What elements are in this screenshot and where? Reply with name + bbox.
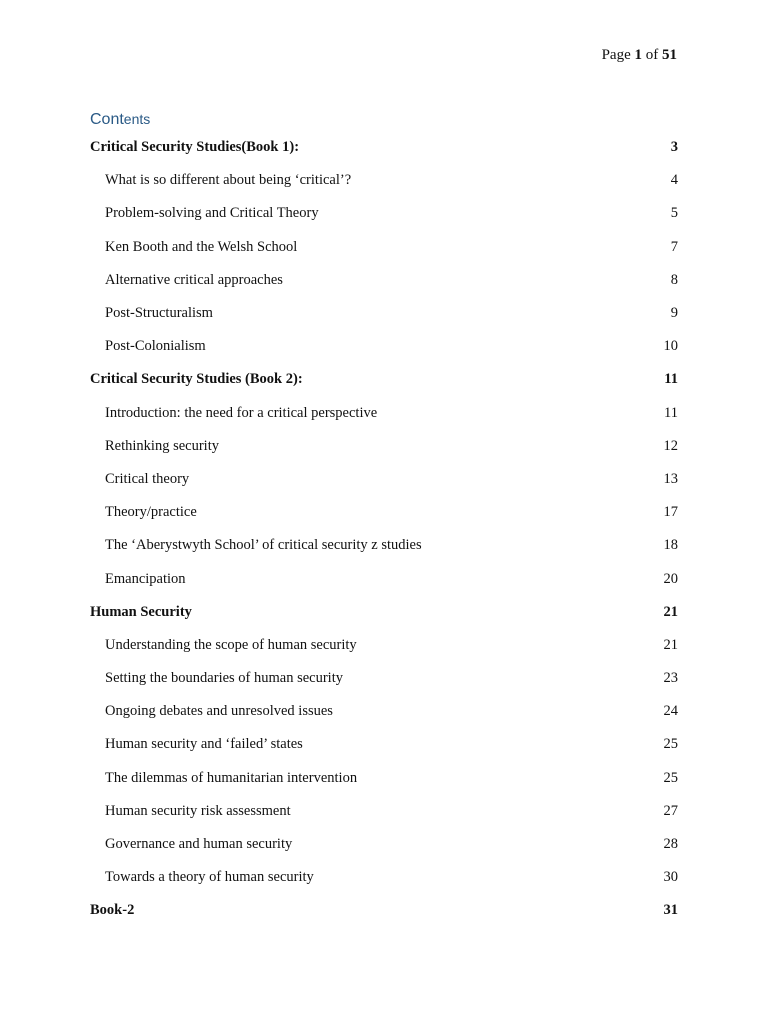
toc-entry-title: The ‘Aberystwyth School’ of critical security z studies bbox=[105, 537, 422, 554]
current-page-number: 1 bbox=[634, 47, 642, 63]
toc-entry-page-number: 11 bbox=[664, 404, 678, 421]
toc-subsection-entry[interactable] bbox=[90, 861, 678, 894]
toc-entry-title: Book-2 bbox=[90, 902, 135, 919]
toc-entry-title: What is so different about being ‘critical’? bbox=[105, 172, 352, 189]
toc-entry-page-number: 20 bbox=[663, 570, 678, 587]
toc-entry-page-number: 21 bbox=[663, 603, 678, 620]
toc-subsection-entry[interactable] bbox=[90, 330, 678, 363]
toc-entry-title: Alternative critical approaches bbox=[105, 271, 283, 288]
table-of-contents bbox=[90, 131, 678, 928]
page-of-label: of bbox=[645, 47, 659, 63]
toc-entry-title: Human Security bbox=[90, 603, 192, 620]
toc-subsection-entry[interactable] bbox=[90, 397, 678, 430]
toc-entry-title: Governance and human security bbox=[105, 836, 293, 853]
toc-entry-title: Critical Security Studies (Book 2): bbox=[90, 371, 303, 388]
toc-entry-title: Human security risk assessment bbox=[105, 802, 291, 819]
toc-entry-page-number: 24 bbox=[663, 703, 678, 720]
toc-section-entry[interactable] bbox=[90, 894, 678, 927]
toc-entry-page-number: 7 bbox=[670, 238, 678, 255]
toc-entry-title: Post-Colonialism bbox=[105, 338, 206, 355]
toc-subsection-entry[interactable] bbox=[90, 264, 678, 297]
toc-subsection-entry[interactable] bbox=[90, 662, 678, 695]
toc-entry-page-number: 9 bbox=[670, 305, 678, 322]
toc-entry-title: Theory/practice bbox=[105, 504, 197, 521]
toc-subsection-entry[interactable] bbox=[90, 430, 678, 463]
toc-subsection-entry[interactable] bbox=[90, 197, 678, 230]
toc-subsection-entry[interactable] bbox=[90, 828, 678, 861]
toc-entry-page-number: 11 bbox=[664, 371, 678, 388]
toc-entry-title: Understanding the scope of human security bbox=[105, 636, 357, 653]
toc-entry-page-number: 31 bbox=[663, 902, 678, 919]
toc-entry-title: Ken Booth and the Welsh School bbox=[105, 238, 298, 255]
toc-entry-page-number: 21 bbox=[663, 636, 678, 653]
toc-entry-page-number: 25 bbox=[663, 736, 678, 753]
toc-entry-title: Rethinking security bbox=[105, 437, 219, 454]
toc-subsection-entry[interactable] bbox=[90, 629, 678, 662]
toc-entry-title: Critical Security Studies(Book 1): bbox=[90, 139, 300, 156]
toc-entry-title: Critical theory bbox=[105, 470, 190, 487]
toc-entry-title: Human security and ‘failed’ states bbox=[105, 736, 303, 753]
toc-entry-page-number: 10 bbox=[663, 338, 678, 355]
toc-entry-page-number: 13 bbox=[663, 470, 678, 487]
toc-entry-page-number: 25 bbox=[663, 769, 678, 786]
contents-heading-part-b: ents bbox=[123, 111, 151, 127]
toc-entry-title: Towards a theory of human security bbox=[105, 869, 314, 886]
toc-entry-page-number: 8 bbox=[670, 271, 678, 288]
total-pages-number: 51 bbox=[662, 47, 677, 63]
toc-subsection-entry[interactable] bbox=[90, 562, 678, 595]
toc-entry-title: Problem-solving and Critical Theory bbox=[105, 205, 319, 222]
toc-section-entry[interactable] bbox=[90, 131, 678, 164]
toc-entry-page-number: 23 bbox=[663, 670, 678, 687]
page-prefix: Page bbox=[601, 47, 631, 63]
toc-subsection-entry[interactable] bbox=[90, 164, 678, 197]
toc-entry-page-number: 27 bbox=[663, 802, 678, 819]
toc-subsection-entry[interactable] bbox=[90, 231, 678, 264]
toc-entry-page-number: 18 bbox=[663, 537, 678, 554]
toc-entry-page-number: 5 bbox=[670, 205, 678, 222]
toc-entry-page-number: 4 bbox=[670, 172, 678, 189]
toc-subsection-entry[interactable] bbox=[90, 728, 678, 761]
toc-entry-title: The dilemmas of humanitarian intervention bbox=[105, 769, 358, 786]
toc-subsection-entry[interactable] bbox=[90, 695, 678, 728]
toc-section-entry[interactable] bbox=[90, 596, 678, 629]
toc-subsection-entry[interactable] bbox=[90, 463, 678, 496]
toc-entry-title: Ongoing debates and unresolved issues bbox=[105, 703, 333, 720]
toc-entry-page-number: 3 bbox=[670, 139, 678, 156]
toc-entry-title: Emancipation bbox=[105, 570, 186, 587]
page-number-header bbox=[602, 45, 677, 65]
contents-heading-part-a: Cont bbox=[90, 111, 124, 128]
toc-entry-page-number: 28 bbox=[663, 836, 678, 853]
toc-subsection-entry[interactable] bbox=[90, 529, 678, 562]
toc-entry-page-number: 30 bbox=[663, 869, 678, 886]
toc-subsection-entry[interactable] bbox=[90, 795, 678, 828]
contents-heading bbox=[90, 109, 150, 130]
toc-entry-page-number: 12 bbox=[663, 437, 678, 454]
toc-entry-page-number: 17 bbox=[663, 504, 678, 521]
toc-entry-title: Post-Structuralism bbox=[105, 305, 213, 322]
toc-entry-title: Introduction: the need for a critical perspective bbox=[105, 404, 378, 421]
toc-section-entry[interactable] bbox=[90, 363, 678, 396]
toc-subsection-entry[interactable] bbox=[90, 762, 678, 795]
toc-subsection-entry[interactable] bbox=[90, 297, 678, 330]
toc-subsection-entry[interactable] bbox=[90, 496, 678, 529]
toc-entry-title: Setting the boundaries of human security bbox=[105, 670, 343, 687]
